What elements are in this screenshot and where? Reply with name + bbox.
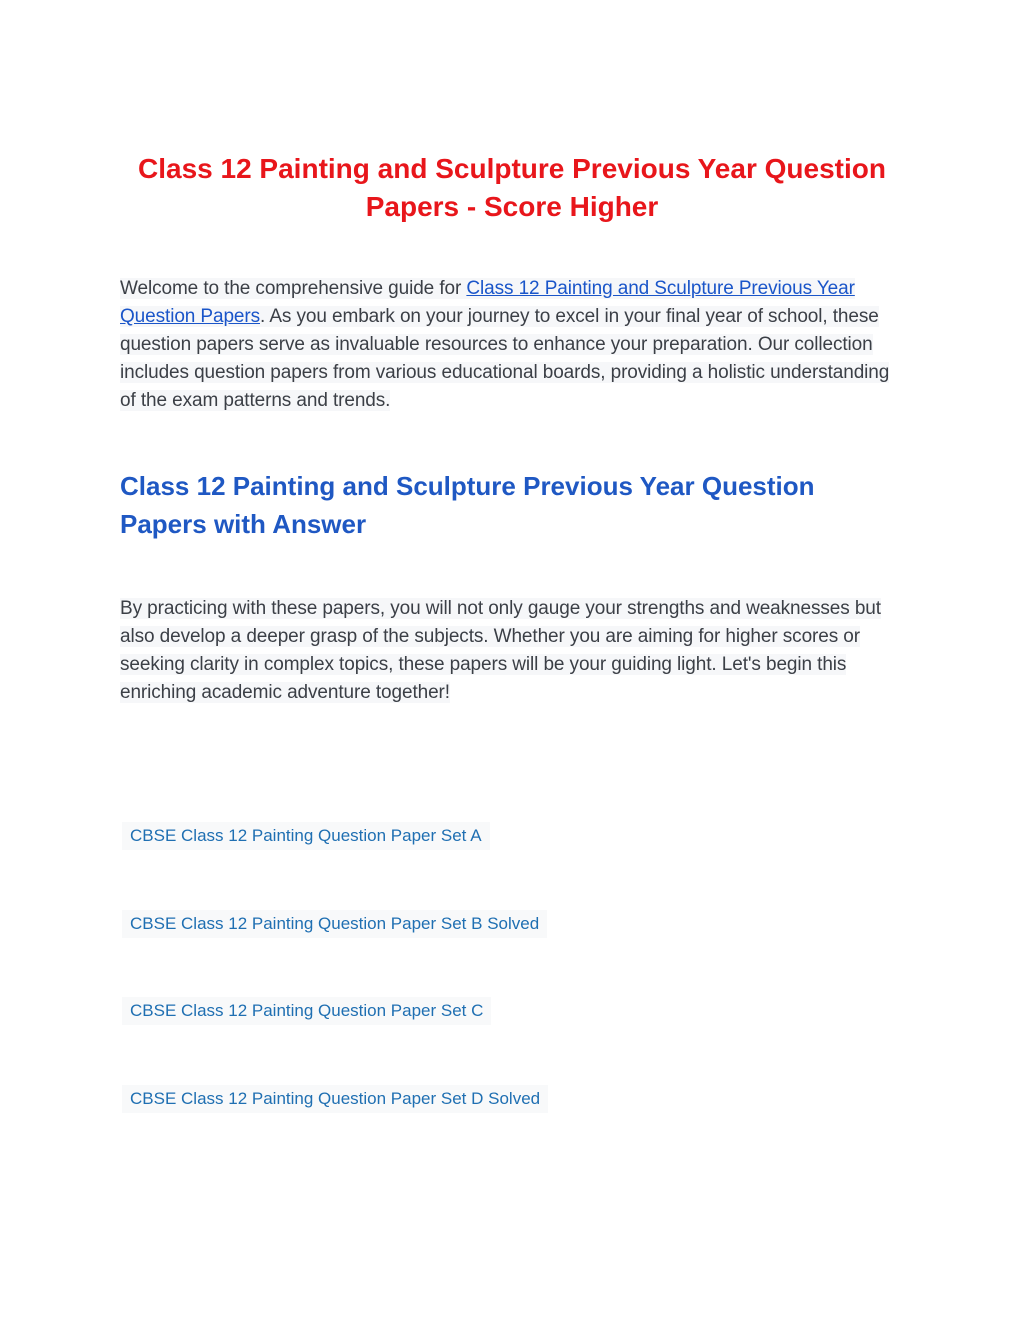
list-item (122, 822, 548, 910)
paper-link-set-d[interactable]: CBSE Class 12 Painting Question Paper Set D Solved (122, 1085, 548, 1113)
intro-paragraph (120, 275, 910, 415)
practice-paragraph (120, 595, 910, 707)
list-item (122, 997, 548, 1085)
practice-text: By practicing with these papers, you will not only gauge your strengths and weaknesses but also develop a deeper grasp of the subjects. Whether you are aiming for higher scores or seeking clarity in complex topics, these papers will be your guiding light. Let's begin this enriching academic adventure together! (120, 598, 881, 703)
section-heading: Class 12 Painting and Sculpture Previous Year Question Papers with Answer (120, 471, 815, 539)
paper-link-set-b[interactable]: CBSE Class 12 Painting Question Paper Set B Solved (122, 910, 547, 938)
list-item (122, 1085, 548, 1173)
paper-link-set-a[interactable]: CBSE Class 12 Painting Question Paper Set A (122, 822, 490, 850)
intro-link[interactable]: Class 12 Painting and Sculpture Previous Year Question Papers (120, 278, 855, 327)
question-paper-list (122, 822, 548, 1172)
page-title: Class 12 Painting and Sculpture Previous Year Question Papers - Score Higher (138, 153, 886, 222)
intro-text-start: Welcome to the comprehensive guide for (120, 278, 467, 299)
list-item (122, 910, 548, 998)
paper-link-set-c[interactable]: CBSE Class 12 Painting Question Paper Set C (122, 997, 491, 1025)
intro-text-end: . As you embark on your journey to excel in your final year of school, these question papers serve as invaluable resources to enhance your preparation. Our collection includes question papers from various educational boards, providing a holistic understanding of the exam patterns and trends. (120, 306, 890, 411)
